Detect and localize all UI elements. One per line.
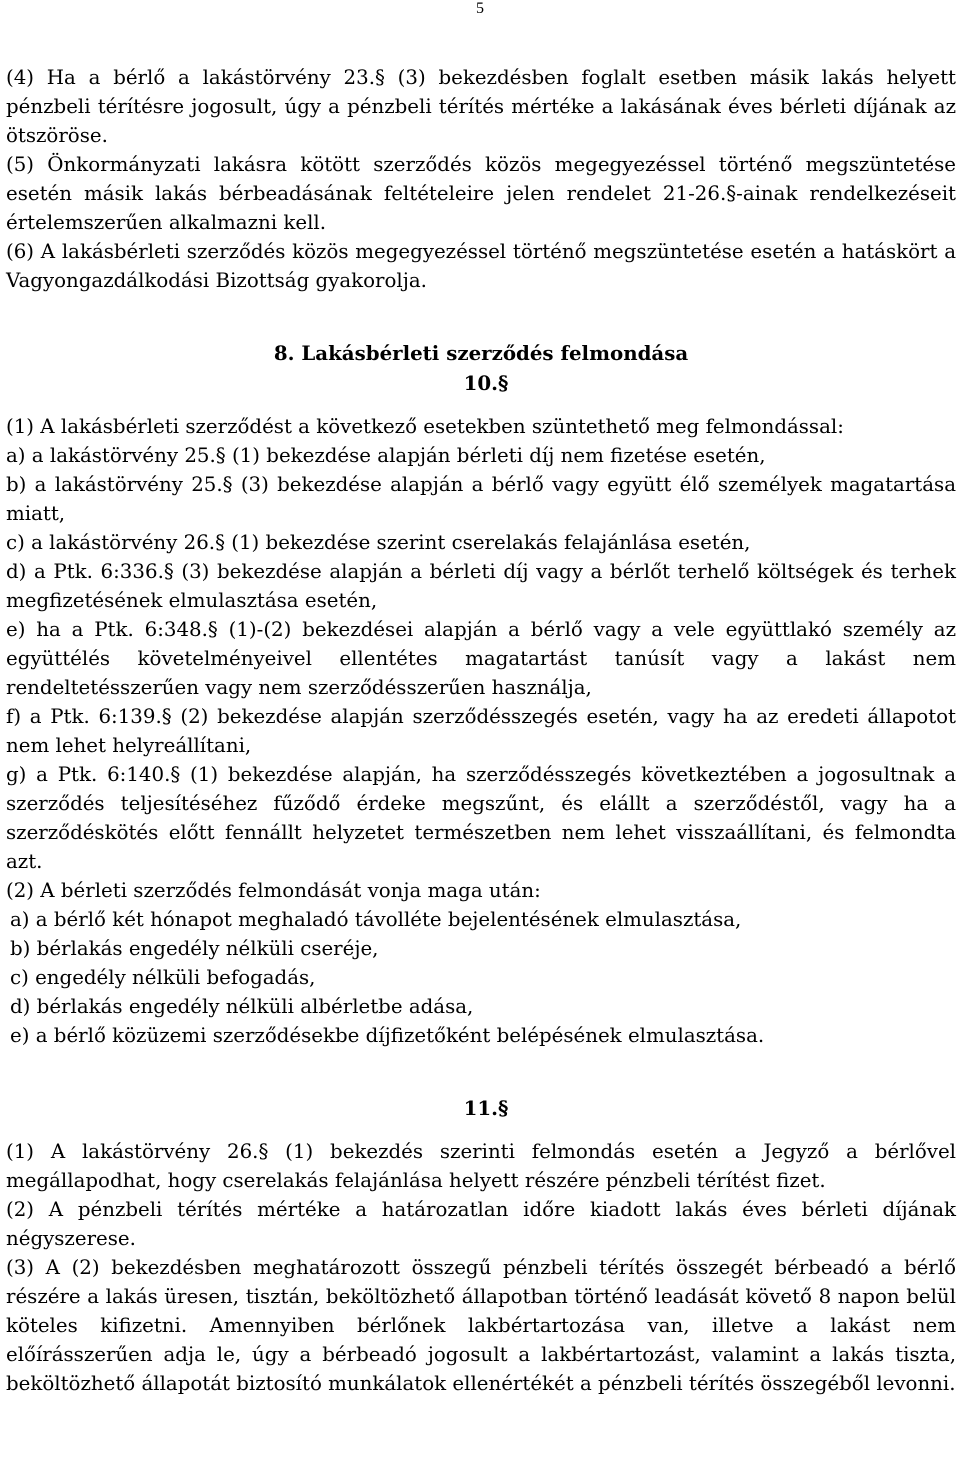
- spacer: [6, 398, 956, 412]
- list2-item-a: a) a bérlő két hónapot meghaladó távolléte bejelentésének elmulasztása,: [10, 908, 742, 931]
- spacer: [6, 1123, 956, 1137]
- list-item-b: b) a lakástörvény 25.§ (3) bekezdése alapján a bérlő vagy együtt élő személyek magatartása miatt,: [6, 473, 956, 525]
- paragraph-9-6: (6) A lakásbérleti szerződés közös megegyezéssel történő megszüntetése esetén a hatáskört a Vagyongazdálkodási Bizottság gyakorolja.: [6, 240, 956, 292]
- list-item-c: c) a lakástörvény 26.§ (1) bekezdése szerint cserelakás felajánlása esetén,: [6, 531, 751, 554]
- list2-item-e: e) a bérlő közüzemi szerződésekbe díjfizetőként belépésének elmulasztása.: [10, 1024, 765, 1047]
- list-item-f: f) a Ptk. 6:139.§ (2) bekezdése alapján szerződésszegés esetén, vagy ha az eredeti állapotot nem lehet helyreállítani,: [6, 705, 956, 757]
- list-item-a: a) a lakástörvény 25.§ (1) bekezdése alapján bérleti díj nem fizetése esetén,: [6, 444, 766, 467]
- list2-item-b: b) bérlakás engedély nélküli cseréje,: [10, 937, 379, 960]
- paragraph-9-4: (4) Ha a bérlő a lakástörvény 23.§ (3) bekezdésben foglalt esetben másik lakás helyett pénzbeli térítésre jogosult, úgy a pénzbeli térítés mértéke a lakásának éves bérleti díjának az ötszöröse.: [6, 66, 956, 147]
- list-item-g: g) a Ptk. 6:140.§ (1) bekezdése alapján, ha szerződésszegés következtében a jogosultnak a szerződés teljesítéséhez fűződő érdeke megszűnt, és elállt a szerződéstől, vagy ha a szerződéskötés előtt fennállt helyzetet természetben nem lehet visszaállítani, és felmondta azt.: [6, 763, 956, 873]
- page-number: 5: [476, 0, 484, 17]
- section-number-10: 10.§: [463, 371, 509, 395]
- paragraph-10-2-intro: (2) A bérleti szerződés felmondását vonja maga után:: [6, 879, 541, 902]
- paragraph-11-3: (3) A (2) bekezdésben meghatározott összegű pénzbeli térítés összegét bérbeadó a bérlő részére a lakás üresen, tisztán, beköltözhető állapotban történő leadását követő 8 napon belül köteles kifizetni. Amennyiben bérlőnek lakbértartozása van, illetve a lakást nem előírásszerűen adja le, úgy a bérbeadó jogosult a lakbértartozást, valamint a lakás tiszta, beköltözhető állapotát biztosító munkálatok ellenértékét a pénzbeli térítés összegéből levonni.: [6, 1256, 956, 1395]
- spacer: [6, 1050, 956, 1093]
- spacer: [6, 295, 956, 338]
- document-body: [6, 63, 956, 1398]
- list-item-d: d) a Ptk. 6:336.§ (3) bekezdése alapján a bérleti díj vagy a bérlőt terhelő költségek és terhek megfizetésének elmulasztása esetén,: [6, 560, 956, 612]
- list2-item-c: c) engedély nélküli befogadás,: [10, 966, 316, 989]
- paragraph-10-1-intro: (1) A lakásbérleti szerződést a következő esetekben szüntethető meg felmondással:: [6, 415, 844, 438]
- list2-item-d: d) bérlakás engedély nélküli albérletbe adása,: [10, 995, 474, 1018]
- chapter-title: 8. Lakásbérleti szerződés felmondása: [273, 341, 689, 365]
- paragraph-9-5: (5) Önkormányzati lakásra kötött szerződés közös megegyezéssel történő megszüntetése esetén másik lakás bérbeadásának feltételeire jelen rendelet 21-26.§-ainak rendelkezéseit értelemszerűen alkalmazni kell.: [6, 153, 956, 234]
- list-item-e: e) ha a Ptk. 6:348.§ (1)-(2) bekezdései alapján a bérlő vagy a vele együttlakó személy az együttélés követelményeivel ellentétes magatartást tanúsít vagy a lakást nem rendeltetésszerűen vagy nem szerződésszerűen használja,: [6, 618, 956, 699]
- section-number-11: 11.§: [463, 1096, 509, 1120]
- paragraph-11-2: (2) A pénzbeli térítés mértéke a határozatlan időre kiadott lakás éves bérleti díjának négyszerese.: [6, 1198, 956, 1250]
- paragraph-11-1: (1) A lakástörvény 26.§ (1) bekezdés szerinti felmondás esetén a Jegyző a bérlővel megállapodhat, hogy cserelakás felajánlása helyett részére pénzbeli térítést fizet.: [6, 1140, 956, 1192]
